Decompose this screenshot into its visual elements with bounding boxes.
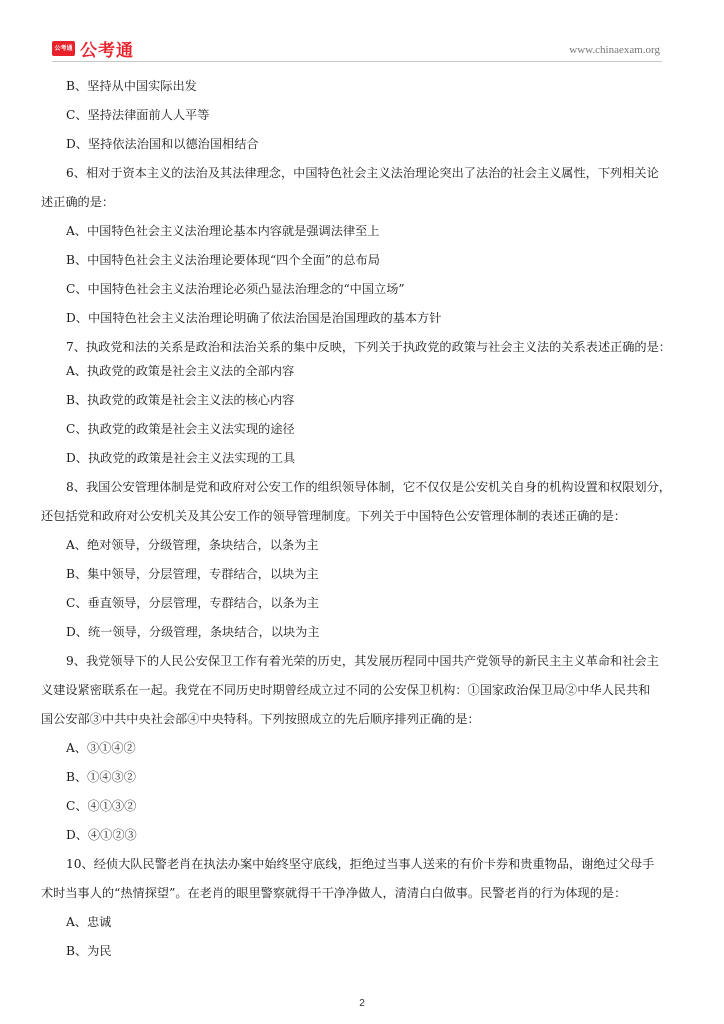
question-8-text: 8、我国公安管理体制是党和政府对公安工作的组织领导体制，它不仅仅是公安机关自身的机构设置和权限划分， — [66, 480, 671, 494]
document-body — [41, 76, 686, 961]
option-line: A、③①④② — [66, 741, 136, 755]
option-line: C、垂直领导，分层管理，专群结合，以条为主 — [66, 596, 320, 610]
option-line: C、执政党的政策是社会主义法实现的途径 — [66, 422, 295, 436]
option-line: B、为民 — [66, 944, 112, 958]
option-line: A、绝对领导，分级管理，条块结合，以条为主 — [66, 538, 319, 552]
option-line: D、坚持依法治国和以德治国相结合 — [66, 137, 259, 151]
question-10-text: 10、经侦大队民警老肖在执法办案中始终坚守底线，拒绝过当事人送来的有价卡券和贵重物品，谢绝过父母手 — [66, 857, 655, 871]
question-10-text-cont: 术时当事人的“热情探望”。在老肖的眼里警察就得干干净净做人，清清白白做事。民警老肖的行为体现的是： — [41, 886, 627, 900]
question-9-text-cont: 义建设紧密联系在一起。我党在不同历史时期曾经成立过不同的公安保卫机构：①国家政治保卫局②中华人民共和 — [41, 683, 651, 697]
option-line: C、中国特色社会主义法治理论必须凸显法治理念的“中国立场” — [66, 282, 405, 296]
logo-badge-icon: 公考通 — [52, 41, 75, 56]
option-line: D、执政党的政策是社会主义法实现的工具 — [66, 451, 296, 465]
logo[interactable] — [52, 36, 134, 61]
option-line: A、中国特色社会主义法治理论基本内容就是强调法律至上 — [66, 224, 380, 238]
site-url[interactable]: www.chinaexam.org — [569, 44, 660, 56]
page-number: 2 — [359, 998, 365, 1009]
question-7-text: 7、执政党和法的关系是政治和法治关系的集中反映，下列关于执政党的政策与社会主义法的关系表述正确的是： — [66, 340, 671, 354]
option-line: B、集中领导，分层管理，专群结合，以块为主 — [66, 567, 319, 581]
option-line: B、①④③② — [66, 770, 136, 784]
option-line: D、中国特色社会主义法治理论明确了依法治国是治国理政的基本方针 — [66, 311, 442, 325]
header-divider — [52, 61, 662, 62]
option-line: B、坚持从中国实际出发 — [66, 79, 197, 93]
question-9-text: 9、我党领导下的人民公安保卫工作有着光荣的历史，其发展历程同中国共产党领导的新民主主义革命和社会主 — [66, 654, 659, 668]
option-line: D、④①②③ — [66, 828, 137, 842]
question-9-text-cont: 国公安部③中共中央社会部④中央特科。下列按照成立的先后顺序排列正确的是： — [41, 712, 480, 726]
option-line: B、中国特色社会主义法治理论要体现“四个全面”的总布局 — [66, 253, 380, 267]
option-line: C、坚持法律面前人人平等 — [66, 108, 210, 122]
option-line: B、执政党的政策是社会主义法的核心内容 — [66, 393, 295, 407]
logo-text: 公考通 — [80, 41, 134, 61]
question-6-text-cont: 述正确的是： — [41, 195, 115, 209]
question-6-text: 6、相对于资本主义的法治及其法律理念，中国特色社会主义法治理论突出了法治的社会主义属性，下列相关论 — [66, 166, 659, 180]
option-line: D、统一领导，分级管理，条块结合，以块为主 — [66, 625, 320, 639]
question-8-text-cont: 还包括党和政府对公安机关及其公安工作的领导管理制度。下列关于中国特色公安管理体制的表述正确的是： — [41, 509, 626, 523]
option-line: C、④①③② — [66, 799, 137, 813]
option-line: A、执政党的政策是社会主义法的全部内容 — [66, 364, 295, 378]
page-header — [52, 32, 662, 62]
option-line: A、忠诚 — [66, 915, 112, 929]
